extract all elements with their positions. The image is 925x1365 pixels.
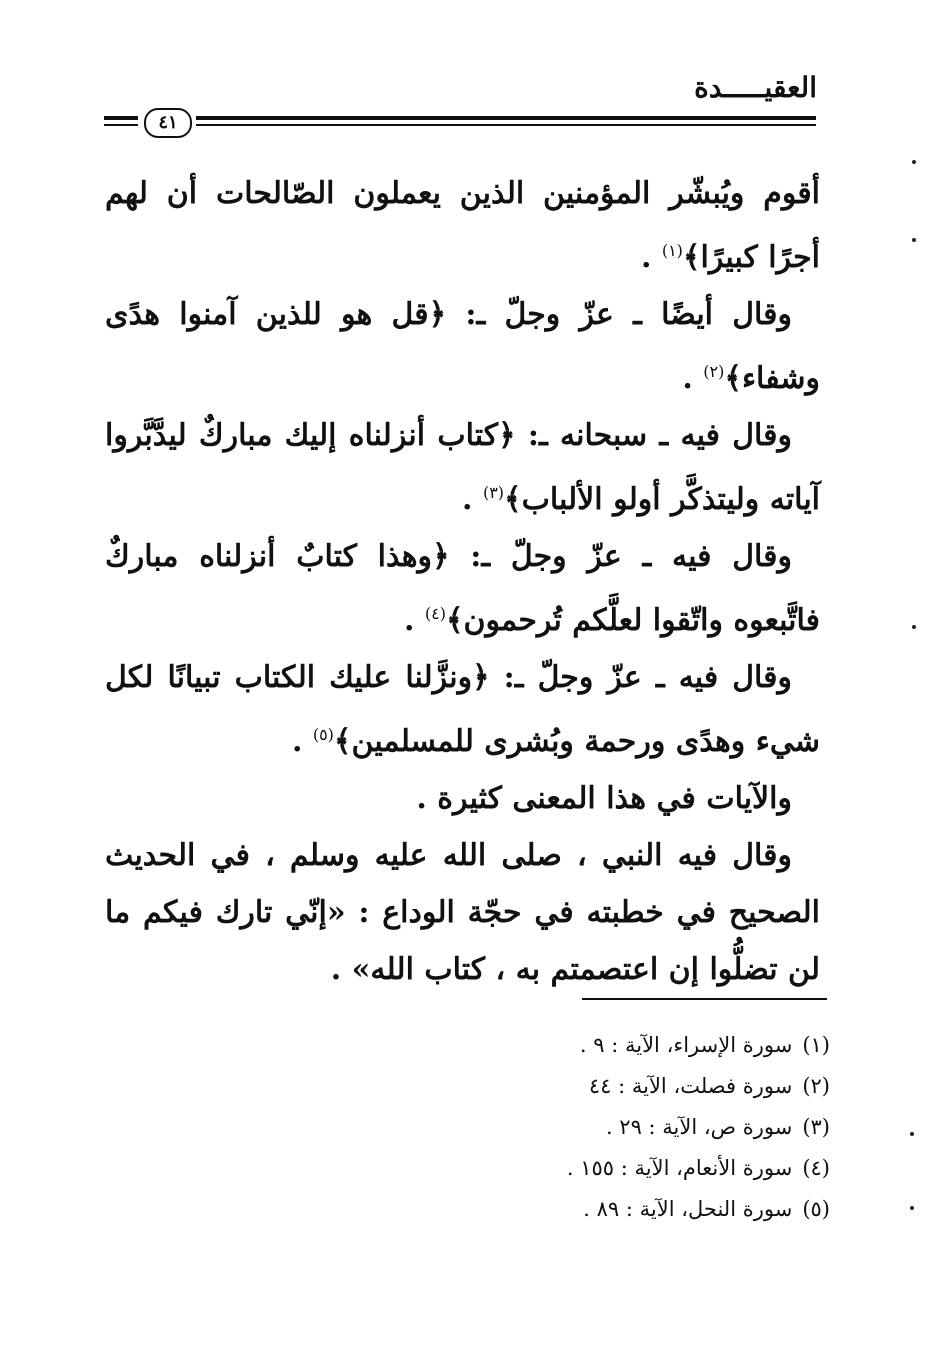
paragraph-text: وقال فيه ـ عزّ وجلّ ـ: ﴿ونزَّلنا عليك الكتاب تبيانًا لكل شيء وهدًى ورحمة وبُشرى للمسلمين﴾ <box>105 660 820 759</box>
footnote-number: (١) <box>802 1033 830 1057</box>
body-text <box>105 165 820 998</box>
header-rule <box>104 110 816 142</box>
footnote-reference: (٤) <box>424 604 446 623</box>
paragraph-tail: . <box>682 361 704 396</box>
scan-speck <box>912 625 916 629</box>
paragraph-tail: . <box>291 724 313 759</box>
footnote-reference: (٥) <box>312 725 334 744</box>
paragraph-6 <box>105 770 820 827</box>
footnote-separator <box>582 998 827 1000</box>
footnotes <box>430 1025 830 1230</box>
paragraph-4 <box>105 528 820 649</box>
footnote-text: سورة الأنعام، الآية : ١٥٥ . <box>566 1156 793 1180</box>
paragraph-text: والآيات في هذا المعنى كثيرة . <box>416 781 792 816</box>
paragraph-text: وقال أيضًا ـ عزّ وجلّ ـ: ﴿قل هو للذين آمنوا هدًى وشفاء﴾ <box>105 297 820 396</box>
footnote-reference: (٣) <box>482 483 505 502</box>
footnote-number: (٥) <box>802 1197 830 1221</box>
footnote-item <box>430 1066 830 1107</box>
paragraph-tail: . <box>403 603 425 638</box>
paragraph-1 <box>105 165 820 286</box>
footnote-text: سورة ص، الآية : ٢٩ . <box>605 1115 793 1139</box>
paragraph-text: وقال فيه ـ عزّ وجلّ ـ: ﴿وهذا كتابٌ أنزلناه مباركٌ فاتَّبعوه واتّقوا لعلَّكم تُرحمون﴾ <box>105 539 820 638</box>
paragraph-3 <box>105 407 820 528</box>
scan-speck <box>910 1132 914 1136</box>
footnote-reference: (١) <box>661 241 683 260</box>
paragraph-tail: . <box>640 240 662 275</box>
header-rule-thin-line <box>196 124 816 126</box>
footnote-item <box>430 1107 830 1148</box>
footnote-number: (٢) <box>802 1074 830 1098</box>
scan-speck <box>912 160 916 164</box>
running-header-title: العقيـــــدة <box>694 71 817 104</box>
footnote-text: سورة النحل، الآية : ٨٩ . <box>583 1197 793 1221</box>
footnote-item <box>430 1025 830 1066</box>
paragraph-2 <box>105 286 820 407</box>
paragraph-5 <box>105 649 820 770</box>
paragraph-7 <box>105 827 820 998</box>
footnote-text: سورة فصلت، الآية : ٤٤ <box>588 1074 793 1098</box>
scan-speck <box>912 238 916 242</box>
header-rule-short-thin-line <box>104 124 138 126</box>
footnote-reference: (٢) <box>703 362 725 381</box>
paragraph-tail: . <box>462 482 483 517</box>
header-rule-short-thick-line <box>104 116 138 120</box>
page-number: ٤١ <box>144 108 192 138</box>
footnote-number: (٤) <box>802 1156 830 1180</box>
paragraph-text: وقال فيه ـ سبحانه ـ: ﴿كتاب أنزلناه إليك مباركٌ ليدَّبَّروا آياته وليتذكَّر أولو الألباب﴾ <box>105 418 820 517</box>
scan-speck <box>910 1206 914 1210</box>
footnote-number: (٣) <box>802 1115 830 1139</box>
footnote-text: سورة الإسراء، الآية : ٩ . <box>579 1033 793 1057</box>
footnote-item <box>430 1148 830 1189</box>
header-rule-thick-line <box>196 116 816 120</box>
paragraph-text: أقوم ويُبشّر المؤمنين الذين يعملون الصّالحات أن لهم أجرًا كبيرًا﴾ <box>105 176 820 275</box>
paragraph-text: وقال فيه النبي ، صلى الله عليه وسلم ، في الحديث الصحيح في خطبته في حجّة الوداع : «إنّي تارك فيكم ما لن تضلُّوا إن اعتصمتم به ، كتاب الله» . <box>105 838 820 987</box>
footnote-item <box>430 1189 830 1230</box>
